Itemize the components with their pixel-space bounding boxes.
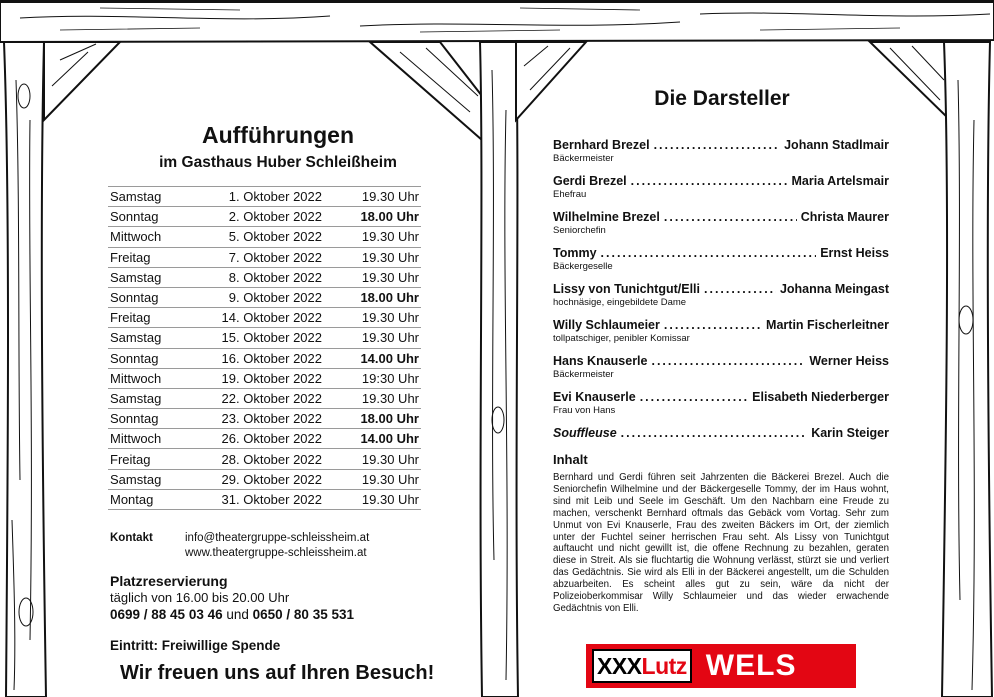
performance-row	[108, 328, 421, 348]
cast-role-description: Ehefrau	[553, 189, 587, 200]
cast-role-description: Seniorchefin	[553, 225, 606, 236]
performance-time: 19.30 Uhr	[328, 187, 421, 207]
leader-dots	[664, 210, 797, 224]
reservation-phone	[110, 607, 354, 622]
cast-line	[553, 426, 889, 440]
synopsis-text: Bernhard und Gerdi führen seit Jahrzenten die Bäckerei Brezel. Auch die Seniorchefin Wilhelmine und der Bäckergeselle Tommy, der im Haus wohnt, sind mit Leib und Seele im Geschäft. Um den Nachbarn eine Freude zu machen, verschenkt Bernhard oftmals das Gebäck vom Vortag. Sehr zum Unmut von Evi Knauserle, Frau des zweiten Bäckers im Ort, der ziemlich unter der Fuchtel seiner herrischen Frau seht. Als Lissy von Tunichtgut auftaucht und nicht gewillt ist, die offene Rechnung zu bezahlen, geraten diese in Streit. Als sie fluchtartig die Wohnung verlässt, stürzt sie und verliert das Gedächtnis. Sie wird als Elli in der Bäckerei angestellt, um die Schulden abzuarbeiten. Es scheint alles gut zu sein, wäre da nicht der Polizeioberkommisar Willy Schlaumeier und das wieder erwachende Gedächtnis von Elli.	[553, 472, 889, 614]
performance-day: Samstag	[108, 187, 200, 207]
performance-time: 19.30 Uhr	[328, 267, 421, 287]
performances-subtitle: im Gasthaus Huber Schleißheim	[159, 154, 397, 171]
cast-role: Bernhard Brezel	[553, 138, 650, 152]
performance-row	[108, 207, 421, 227]
performance-time: 19.30 Uhr	[328, 247, 421, 267]
cast-role-description: hochnäsige, eingebildete Dame	[553, 297, 687, 308]
performance-date: 14. Oktober 2022	[200, 308, 328, 328]
performance-date: 19. Oktober 2022	[200, 368, 328, 388]
performance-date: 8. Oktober 2022	[200, 267, 328, 287]
cast-role: Willy Schlaumeier	[553, 318, 660, 332]
performance-row	[108, 388, 421, 408]
performance-row	[108, 429, 421, 449]
performance-date: 5. Oktober 2022	[200, 227, 328, 247]
leader-dots	[704, 282, 776, 296]
performance-time: 19.30 Uhr	[328, 489, 421, 509]
performance-time: 19.30 Uhr	[328, 469, 421, 489]
performance-row	[108, 469, 421, 489]
cast-list	[553, 138, 889, 446]
performance-day: Samstag	[108, 328, 200, 348]
performance-row	[108, 409, 421, 429]
performance-row	[108, 489, 421, 509]
cast-role-description: Bäckergeselle	[553, 261, 613, 272]
cast-item	[553, 210, 889, 246]
leader-dots	[654, 138, 781, 152]
performance-date: 15. Oktober 2022	[200, 328, 328, 348]
cast-line	[553, 282, 889, 296]
performance-row	[108, 348, 421, 368]
contact-label: Kontakt	[110, 532, 153, 544]
cast-role: Evi Knauserle	[553, 390, 636, 404]
leader-dots	[640, 390, 748, 404]
sponsor-logo-city: WELS	[705, 649, 797, 682]
performance-day: Sonntag	[108, 348, 200, 368]
cast-actor: Johann Stadlmair	[784, 138, 889, 152]
cast-line	[553, 174, 889, 188]
cast-role: Hans Knauserle	[553, 354, 648, 368]
performance-day: Mittwoch	[108, 429, 200, 449]
performance-time: 19.30 Uhr	[328, 308, 421, 328]
performance-row	[108, 247, 421, 267]
cast-line	[553, 354, 889, 368]
performance-day: Mittwoch	[108, 227, 200, 247]
performance-day: Freitag	[108, 449, 200, 469]
cast-line	[553, 210, 889, 224]
cast-line	[553, 138, 889, 152]
welcome-message: Wir freuen uns auf Ihren Besuch!	[120, 662, 435, 684]
performance-day: Samstag	[108, 388, 200, 408]
performance-date: 22. Oktober 2022	[200, 388, 328, 408]
performance-day: Freitag	[108, 247, 200, 267]
synopsis-title: Inhalt	[553, 452, 588, 467]
performance-time: 19.30 Uhr	[328, 449, 421, 469]
performance-date: 26. Oktober 2022	[200, 429, 328, 449]
performance-time: 18.00 Uhr	[328, 287, 421, 307]
contact-website-link[interactable]: www.theatergruppe-schleissheim.at	[185, 547, 367, 559]
reservation-title: Platzreservierung	[110, 573, 228, 589]
cast-actor: Johanna Meingast	[779, 282, 889, 296]
cast-item	[553, 174, 889, 210]
reservation-hours: täglich von 16.00 bis 20.00 Uhr	[110, 590, 290, 605]
performance-row	[108, 449, 421, 469]
performances-table	[108, 186, 421, 510]
cast-line	[553, 246, 889, 260]
sponsor-logo-lutz: Lutz	[641, 652, 687, 679]
cast-role-description: Bäckermeister	[553, 369, 614, 380]
performance-date: 29. Oktober 2022	[200, 469, 328, 489]
contact-email-link[interactable]: info@theatergruppe-schleissheim.at	[185, 532, 370, 544]
leader-dots	[631, 174, 788, 188]
phone-number-2[interactable]: 0650 / 80 35 531	[252, 607, 354, 622]
cast-role: Lissy von Tunichtgut/Elli	[553, 282, 700, 296]
leader-dots	[651, 354, 805, 368]
leader-dots	[601, 246, 817, 260]
phone-connector: und	[222, 607, 253, 622]
performance-day: Samstag	[108, 267, 200, 287]
performance-row	[108, 267, 421, 287]
cast-role: Gerdi Brezel	[553, 174, 627, 188]
cast-role: Souffleuse	[553, 426, 617, 440]
performance-day: Sonntag	[108, 409, 200, 429]
performance-day: Freitag	[108, 308, 200, 328]
cast-title: Die Darsteller	[654, 87, 790, 110]
performance-time: 19.30 Uhr	[328, 328, 421, 348]
cast-line	[553, 318, 889, 332]
performance-row	[108, 227, 421, 247]
cast-role: Tommy	[553, 246, 597, 260]
performance-date: 1. Oktober 2022	[200, 187, 328, 207]
cast-actor: Ernst Heiss	[820, 246, 889, 260]
performance-date: 2. Oktober 2022	[200, 207, 328, 227]
cast-role-description: tollpatschiger, penibler Komissar	[553, 333, 690, 344]
performance-date: 23. Oktober 2022	[200, 409, 328, 429]
performance-time: 19:30 Uhr	[328, 368, 421, 388]
performance-date: 7. Oktober 2022	[200, 247, 328, 267]
performance-row	[108, 368, 421, 388]
cast-role: Wilhelmine Brezel	[553, 210, 660, 224]
sponsor-logo	[586, 644, 856, 688]
performance-day: Montag	[108, 489, 200, 509]
performance-date: 9. Oktober 2022	[200, 287, 328, 307]
cast-item	[553, 246, 889, 282]
phone-number-1[interactable]: 0699 / 88 45 03 46	[110, 607, 223, 622]
performance-row	[108, 308, 421, 328]
cast-actor: Martin Fischerleitner	[766, 318, 889, 332]
performance-time: 18.00 Uhr	[328, 207, 421, 227]
cast-item	[553, 390, 889, 426]
performance-day: Samstag	[108, 469, 200, 489]
performance-date: 28. Oktober 2022	[200, 449, 328, 469]
performance-time: 19.30 Uhr	[328, 227, 421, 247]
performance-time: 14.00 Uhr	[328, 348, 421, 368]
sponsor-logo-xxx: XXX	[597, 652, 642, 679]
cast-actor: Christa Maurer	[800, 210, 889, 224]
leader-dots	[621, 426, 808, 440]
cast-role-description: Bäckermeister	[553, 153, 614, 164]
cast-actor: Maria Artelsmair	[791, 174, 889, 188]
performance-row	[108, 187, 421, 207]
cast-role-description: Frau von Hans	[553, 405, 616, 416]
performance-day: Sonntag	[108, 287, 200, 307]
cast-line	[553, 390, 889, 404]
performance-time: 14.00 Uhr	[328, 429, 421, 449]
performance-time: 18.00 Uhr	[328, 409, 421, 429]
admission-note: Eintritt: Freiwillige Spende	[110, 638, 281, 653]
performance-date: 31. Oktober 2022	[200, 489, 328, 509]
cast-item	[553, 138, 889, 174]
performance-time: 19.30 Uhr	[328, 388, 421, 408]
cast-item-prompter	[553, 426, 889, 446]
leader-dots	[664, 318, 762, 332]
performance-date: 16. Oktober 2022	[200, 348, 328, 368]
cast-item	[553, 282, 889, 318]
cast-actor: Elisabeth Niederberger	[752, 390, 889, 404]
performance-day: Mittwoch	[108, 368, 200, 388]
cast-item	[553, 318, 889, 354]
performances-title: Aufführungen	[201, 122, 354, 148]
cast-actor: Karin Steiger	[811, 426, 889, 440]
performance-row	[108, 287, 421, 307]
cast-actor: Werner Heiss	[809, 354, 889, 368]
performance-day: Sonntag	[108, 207, 200, 227]
cast-item	[553, 354, 889, 390]
sponsor-logo-box	[592, 649, 692, 683]
